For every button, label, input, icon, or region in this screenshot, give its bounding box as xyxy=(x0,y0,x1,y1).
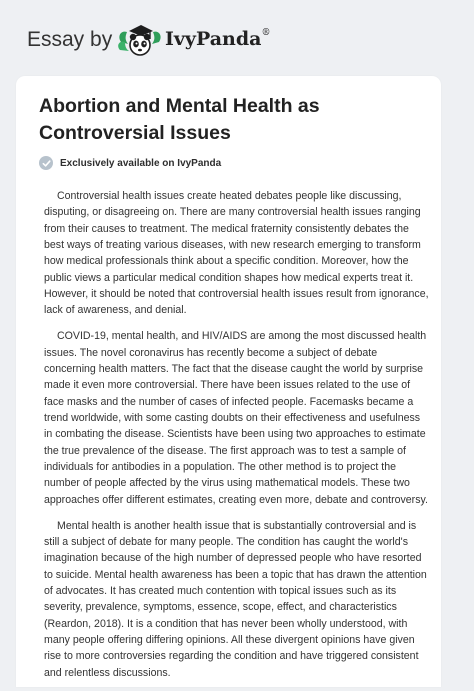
brand-logo-text[interactable]: IvyPanda® xyxy=(165,27,271,50)
page-title: Abortion and Mental Health as Controversial Issues xyxy=(39,95,320,144)
panda-graduation-cap-icon[interactable] xyxy=(117,20,163,60)
essay-card xyxy=(16,76,441,687)
check-circle-icon xyxy=(39,156,53,170)
exclusive-badge xyxy=(39,154,221,172)
badge-label: Exclusively available on IvyPanda xyxy=(60,157,222,169)
paragraph: Mental health is another health issue that is substantially controversial and is still a subject of debate for many people. The condition has caught the world's imagination because of the high number of depressed people who have resorted to suicide. Mental health awareness has been a topic that has drawn the attention of advocates. It has created much contention with topical issues such as its severity, prevalence, symptoms, essence, scope, effect, and characteristics (Reardon, 2018). It is a condition that has never been wholly understood, with many people offering differing opinions. All these divergent opinions have given rise to more controversies regarding the condition and have triggered consistent and relentless discussions. xyxy=(44,519,427,679)
paragraph: COVID-19, mental health, and HIV/AIDS are among the most discussed health issues. The novel coronavirus has recently become a subject of debate concerning health matters. The fact that the disease caught the world by surprise made it even more controversial. There have been issues related to the use of face masks and the number of cases of infected people. Facemasks became a trend worldwide, with some casting doubts on their effectiveness and usefulness in combating the disease. Scientists have been using two approaches to estimate the true prevalence of the disease. The first approach was to test a sample of individuals for antibodies in a population. The other method is to project the number of people affected by the virus using mathematical models. These two approaches offer different estimates, creating even more, debate and controversy. xyxy=(44,330,428,506)
trademark-symbol: ® xyxy=(261,27,271,38)
paragraph: Controversial health issues create heated debates people like discussing, disputing, or disagreeing on. There are many controversial health issues ranging from their causes to treatment. The medical fraternity consistently debates the best ways of treating various diseases, with new research emerging to transform how medical professionals think about a specific condition. Moreover, how the public views a particular medical condition shapes how medical experts treat it. However, it should be noted that controversial health issues result from ignorance, lack of awareness, and denial. xyxy=(44,190,429,317)
essay-body xyxy=(44,188,431,691)
essay-by-label: Essay by xyxy=(27,28,113,51)
site-header xyxy=(0,0,474,76)
